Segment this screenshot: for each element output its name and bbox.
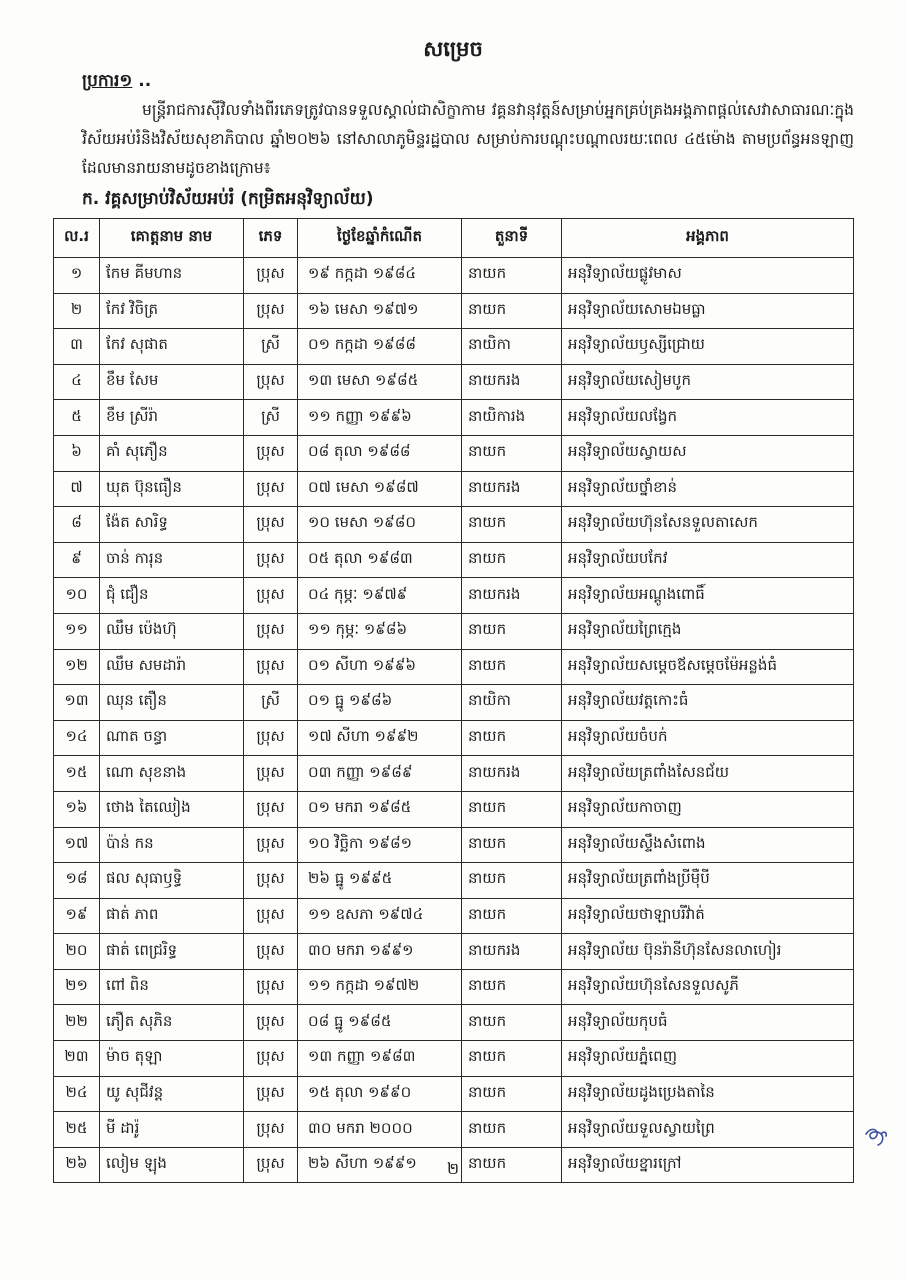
cell-position: នាយក	[462, 258, 562, 294]
table-row	[54, 827, 854, 863]
table-row	[54, 435, 854, 471]
cell-birth-date: ០៧ មេសា ១៩៨៧	[298, 471, 462, 507]
cell-name: ឃុត ប៊ុនធឿន	[100, 471, 244, 507]
table-body	[54, 258, 854, 1183]
cell-name: គាំ សុភឿន	[100, 435, 244, 471]
table-row	[54, 720, 854, 756]
cell-position: នាយក	[462, 1147, 562, 1183]
cell-name: កែវ សុផាត	[100, 329, 244, 365]
cell-birth-date: ០១ មករា ១៩៨៥	[298, 791, 462, 827]
cell-sex: ប្រុស	[244, 258, 298, 294]
cell-name: ណោ សុខនាង	[100, 756, 244, 792]
cell-position: នាយក	[462, 969, 562, 1005]
cell-sex: ប្រុស	[244, 1005, 298, 1041]
cell-number: ៩	[54, 542, 100, 578]
cell-unit: អនុវិទ្យាល័យកាចាញ	[562, 791, 854, 827]
cell-unit: អនុវិទ្យាល័យថាឡាបរីវ៉ាត់	[562, 898, 854, 934]
cell-birth-date: ១៥ តុលា ១៩៩០	[298, 1076, 462, 1112]
cell-birth-date: ១៣ មេសា ១៩៨៥	[298, 364, 462, 400]
article-label	[82, 70, 151, 95]
page-number: ២	[446, 1159, 460, 1178]
table-row	[54, 542, 854, 578]
cell-birth-date: ១៧ សីហា ១៩៩២	[298, 720, 462, 756]
cell-number: ២០	[54, 934, 100, 970]
cell-birth-date: ០៨ ធ្នូ ១៩៨៥	[298, 1005, 462, 1041]
cell-name: កែម គីមហាន	[100, 258, 244, 294]
cell-sex: ប្រុស	[244, 507, 298, 543]
cell-birth-date: ១០ វិច្ឆិកា ១៩៨១	[298, 827, 462, 863]
cell-number: ២	[54, 293, 100, 329]
cell-position: នាយក	[462, 293, 562, 329]
cell-unit: អនុវិទ្យាល័យសៀមបូក	[562, 364, 854, 400]
cell-position: នាយករង	[462, 934, 562, 970]
cell-name: ផាត់ ភាព	[100, 898, 244, 934]
cell-position: នាយករង	[462, 364, 562, 400]
column-header-sex: ភេទ	[244, 219, 298, 258]
cell-sex: ប្រុស	[244, 613, 298, 649]
table-row	[54, 649, 854, 685]
table-row	[54, 258, 854, 294]
cell-birth-date: ០៣ កញ្ញា ១៩៨៩	[298, 756, 462, 792]
cell-position: នាយក	[462, 435, 562, 471]
cell-unit: អនុវិទ្យាល័យស្ទឹងសំពោង	[562, 827, 854, 863]
cell-sex: ប្រុស	[244, 364, 298, 400]
cell-position: នាយក	[462, 613, 562, 649]
cell-sex: ប្រុស	[244, 578, 298, 614]
table-row	[54, 1041, 854, 1077]
cell-birth-date: ០៥ តុលា ១៩៨៣	[298, 542, 462, 578]
cell-unit: អនុវិទ្យាល័យស្វាយស	[562, 435, 854, 471]
cell-birth-date: ១១ កក្កដា ១៩៧២	[298, 969, 462, 1005]
cell-sex: ប្រុស	[244, 969, 298, 1005]
cell-position: នាយិកា	[462, 329, 562, 365]
cell-number: ១៦	[54, 791, 100, 827]
cell-birth-date: ២៦ សីហា ១៩៩១	[298, 1147, 462, 1183]
cell-name: មី ដារ៉ូ	[100, 1112, 244, 1148]
cell-birth-date: ០៤ កុម្ភៈ ១៩៧៩	[298, 578, 462, 614]
cell-position: នាយក	[462, 791, 562, 827]
table-header-row	[54, 219, 854, 258]
cell-name: ជុំ ជឿន	[100, 578, 244, 614]
cell-unit: អនុវិទ្យាល័យថ្នាំខាន់	[562, 471, 854, 507]
cell-unit: អនុវិទ្យាល័យបកែវ	[562, 542, 854, 578]
cell-unit: អនុវិទ្យាល័យហ៊ុនសែនទួលសូភី	[562, 969, 854, 1005]
column-header-birth-date: ថ្ងៃខែឆ្នាំកំណើត	[298, 219, 462, 258]
cell-number: ២២	[54, 1005, 100, 1041]
cell-number: ៤	[54, 364, 100, 400]
cell-position: នាយក	[462, 827, 562, 863]
cell-unit: អនុវិទ្យាល័យទួលស្វាយព្រៃ	[562, 1112, 854, 1148]
cell-birth-date: ១៣ កញ្ញា ១៩៨៣	[298, 1041, 462, 1077]
cell-number: ៧	[54, 471, 100, 507]
cell-name: ផល សុធាឫទ្ធិ	[100, 863, 244, 899]
cell-number: ២៣	[54, 1041, 100, 1077]
cell-birth-date: ០១ ធ្នូ ១៩៨៦	[298, 685, 462, 721]
section-heading: ក. វគ្គសម្រាប់វិស័យអប់រំ (កម្រិតអនុវិទ្យាល័យ)	[82, 189, 374, 209]
cell-number: ៦	[54, 435, 100, 471]
cell-unit: អនុវិទ្យាល័យផ្លូវមាស	[562, 258, 854, 294]
cell-position: នាយក	[462, 720, 562, 756]
cell-unit: អនុវិទ្យាល័យសម្ដេចឪសម្ដេចម៉ែអន្លង់ធំ	[562, 649, 854, 685]
cell-unit: អនុវិទ្យាល័យដូងប្រេងតានៃ	[562, 1076, 854, 1112]
cell-sex: ប្រុស	[244, 934, 298, 970]
cell-sex: ប្រុស	[244, 293, 298, 329]
cell-name: ណាត ចន្ធា	[100, 720, 244, 756]
article-number: ប្រការ១	[82, 71, 133, 91]
table-row	[54, 400, 854, 436]
cell-position: នាយក	[462, 542, 562, 578]
cell-position: នាយក	[462, 863, 562, 899]
cell-number: ២១	[54, 969, 100, 1005]
cell-position: នាយករង	[462, 578, 562, 614]
article-suffix: ..	[132, 71, 152, 91]
cell-unit: អនុវិទ្យាល័យឫស្សីជ្រោយ	[562, 329, 854, 365]
cell-unit: អនុវិទ្យាល័យហ៊ុនសែនទួលតាសេក	[562, 507, 854, 543]
cell-number: ២៦	[54, 1147, 100, 1183]
cell-birth-date: ១១ កញ្ញា ១៩៩៦	[298, 400, 462, 436]
cell-sex: ប្រុស	[244, 720, 298, 756]
cell-unit: អនុវិទ្យាល័យចំបក់	[562, 720, 854, 756]
cell-sex: ប្រុស	[244, 542, 298, 578]
cell-birth-date: ១៩ កក្កដា ១៩៨៤	[298, 258, 462, 294]
cell-unit: អនុវិទ្យាល័យកុបធំ	[562, 1005, 854, 1041]
table-row	[54, 1005, 854, 1041]
cell-name: ង៉ែត សារិទ្ធ	[100, 507, 244, 543]
column-header-unit: អង្គភាព	[562, 219, 854, 258]
cell-name: កែវ វិចិត្រ	[100, 293, 244, 329]
column-header-number: ល.រ	[54, 219, 100, 258]
cell-birth-date: ០៨ តុលា ១៩៨៨	[298, 435, 462, 471]
table-row	[54, 329, 854, 365]
cell-position: នាយករង	[462, 471, 562, 507]
cell-sex: ប្រុស	[244, 827, 298, 863]
cell-birth-date: ៣០ មករា ១៩៩១	[298, 934, 462, 970]
cell-name: ថោង តៃឈៀង	[100, 791, 244, 827]
cell-number: ១៩	[54, 898, 100, 934]
cell-sex: ប្រុស	[244, 649, 298, 685]
cell-position: នាយករង	[462, 756, 562, 792]
cell-number: ៨	[54, 507, 100, 543]
cell-birth-date: ១០ មេសា ១៩៨០	[298, 507, 462, 543]
cell-number: ១៣	[54, 685, 100, 721]
cell-number: ១	[54, 258, 100, 294]
table-row	[54, 685, 854, 721]
column-header-position: តួនាទី	[462, 219, 562, 258]
table-row	[54, 1076, 854, 1112]
cell-unit: អនុវិទ្យាល័យអណ្ដូងពោធិ៍	[562, 578, 854, 614]
cell-number: ១១	[54, 613, 100, 649]
cell-number: ២៥	[54, 1112, 100, 1148]
table-row	[54, 934, 854, 970]
cell-sex: ប្រុស	[244, 1112, 298, 1148]
cell-unit: អនុវិទ្យាល័យព្រៃក្មេង	[562, 613, 854, 649]
cell-position: នាយិកា	[462, 685, 562, 721]
cell-position: នាយក	[462, 1041, 562, 1077]
cell-sex: ស្រី	[244, 329, 298, 365]
cell-sex: ប្រុស	[244, 756, 298, 792]
table-row	[54, 364, 854, 400]
cell-unit: អនុវិទ្យាល័យ ប៊ុនរ៉ានីហ៊ុនសែនលាហៀរ	[562, 934, 854, 970]
participant-table	[53, 218, 854, 1183]
cell-name: ឈឹម ប៉េងហ៊ុ	[100, 613, 244, 649]
cell-name: ចាន់ ការុន	[100, 542, 244, 578]
cell-sex: ប្រុស	[244, 435, 298, 471]
cell-position: នាយក	[462, 507, 562, 543]
cell-birth-date: ០១ កក្កដា ១៩៨៨	[298, 329, 462, 365]
cell-unit: អនុវិទ្យាល័យភ្នំពេញ	[562, 1041, 854, 1077]
cell-number: ១០	[54, 578, 100, 614]
cell-number: ១៥	[54, 756, 100, 792]
table-row	[54, 863, 854, 899]
cell-sex: ស្រី	[244, 685, 298, 721]
cell-name: ឈុន តឿន	[100, 685, 244, 721]
cell-birth-date: ១១ ឧសភា ១៩៧៤	[298, 898, 462, 934]
cell-name: លៀម ឡុង	[100, 1147, 244, 1183]
cell-number: ៥	[54, 400, 100, 436]
cell-name: ឈឹម សមដារ៉ា	[100, 649, 244, 685]
cell-name: ភឿត សុភិន	[100, 1005, 244, 1041]
table-row	[54, 293, 854, 329]
cell-unit: អនុវិទ្យាល័យខ្នារក្រៅ	[562, 1147, 854, 1183]
cell-name: ប៉ាន់ កន	[100, 827, 244, 863]
cell-sex: ប្រុស	[244, 1041, 298, 1077]
cell-sex: ប្រុស	[244, 1147, 298, 1183]
table-row	[54, 1112, 854, 1148]
cell-position: នាយក	[462, 1112, 562, 1148]
cell-birth-date: ១១ កុម្ភៈ ១៩៨៦	[298, 613, 462, 649]
cell-name: ខឹម ស្រីរ៉ា	[100, 400, 244, 436]
cell-position: នាយក	[462, 1005, 562, 1041]
cell-birth-date: ១៦ មេសា ១៩៧១	[298, 293, 462, 329]
cell-birth-date: ៣០ មករា ២០០០	[298, 1112, 462, 1148]
decision-title: សម្រេច	[423, 37, 483, 61]
table-row	[54, 578, 854, 614]
cell-unit: អនុវិទ្យាល័យត្រពាំងប្រីម៉ឺបី	[562, 863, 854, 899]
cell-sex: ប្រុស	[244, 1076, 298, 1112]
cell-birth-date: ២៦ ធ្នូ ១៩៩៥	[298, 863, 462, 899]
cell-birth-date: ០១ សីហា ១៩៩៦	[298, 649, 462, 685]
table-row	[54, 756, 854, 792]
cell-sex: ប្រុស	[244, 898, 298, 934]
table-row	[54, 898, 854, 934]
cell-unit: អនុវិទ្យាល័យវត្តកោះធំ	[562, 685, 854, 721]
cell-number: ១៧	[54, 827, 100, 863]
handwritten-initial-mark	[862, 1124, 890, 1150]
table-row	[54, 613, 854, 649]
table-row	[54, 471, 854, 507]
cell-position: នាយក	[462, 898, 562, 934]
cell-position: នាយក	[462, 649, 562, 685]
cell-unit: អនុវិទ្យាល័យលង្វែក	[562, 400, 854, 436]
cell-number: ១២	[54, 649, 100, 685]
cell-sex: ប្រុស	[244, 471, 298, 507]
cell-position: នាយក	[462, 1076, 562, 1112]
cell-number: ១៤	[54, 720, 100, 756]
cell-sex: ស្រី	[244, 400, 298, 436]
cell-sex: ប្រុស	[244, 791, 298, 827]
cell-unit: អនុវិទ្យាល័យសោមឯមធ្លា	[562, 293, 854, 329]
table-row	[54, 791, 854, 827]
cell-number: ៣	[54, 329, 100, 365]
cell-position: នាយិការង	[462, 400, 562, 436]
cell-sex: ប្រុស	[244, 863, 298, 899]
article-paragraph: មន្ត្រីរាជការស៊ីវិលទាំងពីរភេទត្រូវបានទទួលស្គាល់ជាសិក្ខាកាម វគ្គនវានុវត្តន៍សម្រាប់អ្នកគ្រប់គ្រងអង្គភាពផ្ដល់សេវាសាធារណៈក្នុងវិស័យអប់រំនិងវិស័យសុខាភិបាល ឆ្នាំ២០២៦ នៅសាលាភូមិន្ទរដ្ឋបាល សម្រាប់ការបណ្ដុះបណ្ដាលរយៈពេល ៤៥ម៉ោង តាមប្រព័ន្ធអនឡាញដែលមានរាយនាមដូចខាងក្រោម៖	[82, 101, 854, 177]
cell-name: ម៉ាច តុឡា	[100, 1041, 244, 1077]
table-row	[54, 507, 854, 543]
table-row	[54, 969, 854, 1005]
cell-name: ពៅ ពិន	[100, 969, 244, 1005]
cell-number: ១៨	[54, 863, 100, 899]
cell-name: ខឹម សែម	[100, 364, 244, 400]
cell-number: ២៤	[54, 1076, 100, 1112]
cell-name: ផាត់ ពេជ្ររិទ្ធ	[100, 934, 244, 970]
cell-name: យូ សុជីវន្ត	[100, 1076, 244, 1112]
column-header-name: គោត្តនាម នាម	[100, 219, 244, 258]
cell-unit: អនុវិទ្យាល័យត្រពាំងសែនជ័យ	[562, 756, 854, 792]
